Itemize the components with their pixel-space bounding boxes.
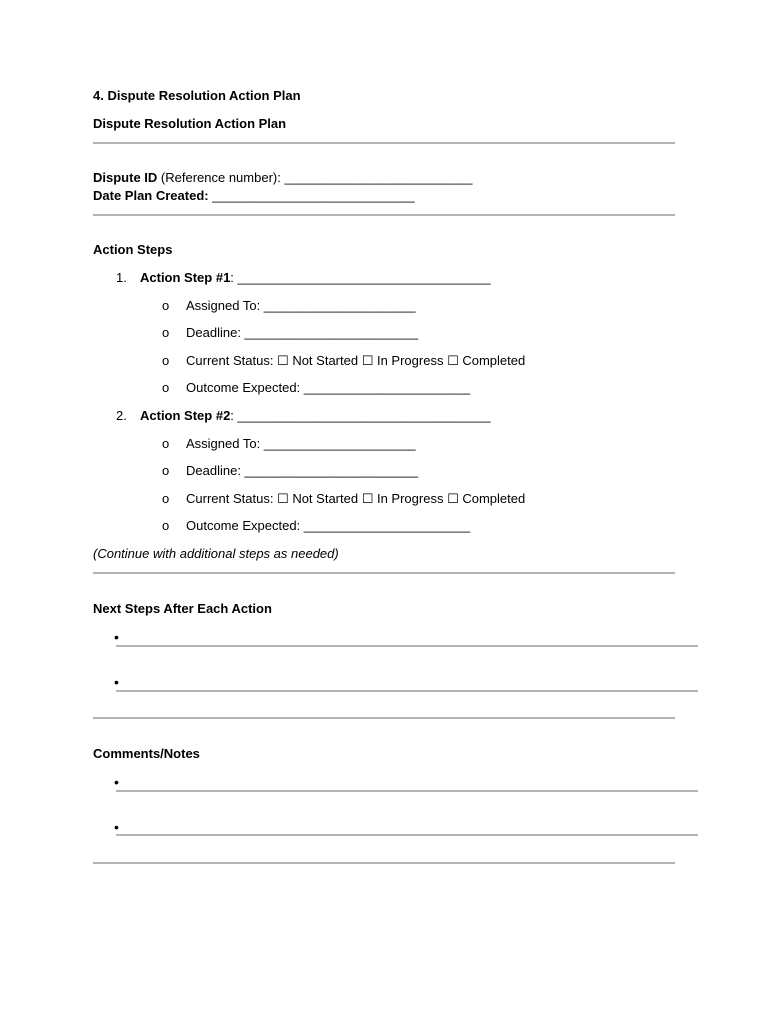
action-step-2[interactable]: [140, 408, 491, 424]
document-subheading: Dispute Resolution Action Plan: [93, 116, 287, 131]
step-number: 2.: [116, 408, 127, 423]
status-checkbox-in-progress[interactable]: ☐ In Progress: [361, 491, 444, 506]
sub-bullet-marker: o: [162, 436, 170, 451]
status-checkbox-not-started[interactable]: ☐ Not Started: [277, 491, 359, 506]
assigned-to-field[interactable]: Assigned To: _____________________: [186, 436, 416, 451]
bullet-marker: •: [114, 629, 119, 645]
bullet-marker: •: [114, 819, 119, 835]
dispute-id-blank[interactable]: __________________________: [284, 170, 473, 185]
continue-note: (Continue with additional steps as needed): [93, 546, 339, 561]
sub-bullet-marker: o: [162, 518, 170, 533]
bullet-marker: •: [114, 674, 119, 690]
next-steps-title: Next Steps After Each Action: [93, 601, 272, 616]
status-checkbox-completed[interactable]: ☐ Completed: [447, 491, 526, 506]
action-step-1[interactable]: [140, 270, 491, 286]
comments-title: Comments/Notes: [93, 746, 200, 761]
comment-line[interactable]: [116, 834, 698, 836]
document-heading: 4. Dispute Resolution Action Plan: [93, 88, 301, 103]
divider: [93, 717, 675, 719]
action-step-blank[interactable]: : ___________________________________: [230, 270, 491, 285]
status-checkbox-not-started[interactable]: ☐ Not Started: [277, 353, 359, 368]
outcome-expected-field[interactable]: Outcome Expected: _______________________: [186, 518, 471, 533]
sub-bullet-marker: o: [162, 298, 170, 313]
divider: [93, 862, 675, 864]
divider: [93, 142, 675, 144]
step-number: 1.: [116, 270, 127, 285]
comment-line[interactable]: [116, 790, 698, 792]
status-label: Current Status:: [186, 353, 278, 368]
sub-bullet-marker: o: [162, 380, 170, 395]
current-status-field: [186, 353, 525, 369]
divider: [93, 214, 675, 216]
sub-bullet-marker: o: [162, 463, 170, 478]
date-plan-field[interactable]: [93, 188, 415, 204]
bullet-marker: •: [114, 774, 119, 790]
next-step-line[interactable]: [116, 645, 698, 647]
assigned-to-field[interactable]: Assigned To: _____________________: [186, 298, 416, 313]
dispute-id-field[interactable]: [93, 170, 472, 186]
divider: [93, 572, 675, 574]
date-plan-blank[interactable]: ____________________________: [212, 188, 415, 203]
deadline-field[interactable]: Deadline: ________________________: [186, 325, 419, 340]
action-step-label: Action Step #2: [140, 408, 231, 423]
status-checkbox-completed[interactable]: ☐ Completed: [447, 353, 526, 368]
deadline-field[interactable]: Deadline: ________________________: [186, 463, 419, 478]
action-step-blank[interactable]: : ___________________________________: [230, 408, 491, 423]
outcome-expected-field[interactable]: Outcome Expected: _______________________: [186, 380, 471, 395]
status-label: Current Status:: [186, 491, 278, 506]
action-steps-title: Action Steps: [93, 242, 173, 257]
action-step-label: Action Step #1: [140, 270, 231, 285]
sub-bullet-marker: o: [162, 491, 170, 506]
dispute-id-label: Dispute ID: [93, 170, 158, 185]
current-status-field: [186, 491, 525, 507]
next-step-line[interactable]: [116, 690, 698, 692]
sub-bullet-marker: o: [162, 353, 170, 368]
date-plan-label: Date Plan Created:: [93, 188, 213, 203]
dispute-id-suffix: (Reference number):: [157, 170, 285, 185]
sub-bullet-marker: o: [162, 325, 170, 340]
status-checkbox-in-progress[interactable]: ☐ In Progress: [361, 353, 444, 368]
